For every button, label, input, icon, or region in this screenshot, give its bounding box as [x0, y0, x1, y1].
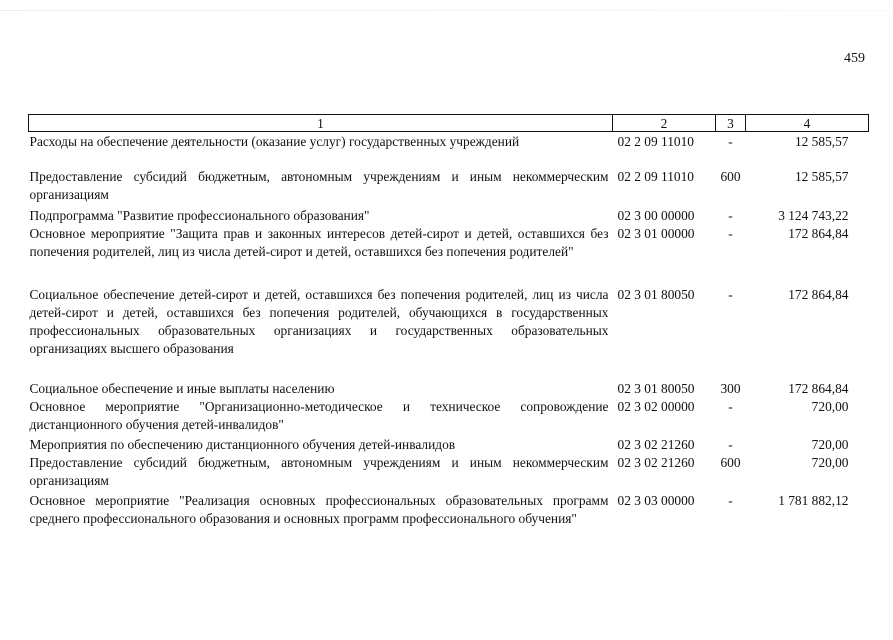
row-code: 02 3 03 00000	[617, 492, 695, 508]
row-amount: 12 585,57	[794, 168, 849, 184]
table-row	[29, 207, 869, 225]
header-col-4: 4	[746, 115, 869, 132]
row-code: 02 2 09 11010	[617, 134, 694, 149]
row-vr: 600	[720, 454, 741, 470]
header-col-3: 3	[716, 115, 746, 132]
table-header	[29, 115, 869, 132]
row-vr: -	[728, 398, 733, 414]
row-name: Предоставление субсидий бюджетным, автономным учреждениям и иным некоммерческим организациям	[29, 454, 609, 488]
table-row	[29, 398, 869, 436]
row-vr: -	[728, 492, 733, 508]
row-code: 02 2 09 11010	[617, 168, 694, 184]
row-vr: -	[728, 134, 733, 149]
table-row	[29, 225, 869, 284]
row-amount: 1 781 882,12	[778, 492, 849, 508]
row-name: Предоставление субсидий бюджетным, автономным учреждениям и иным некоммерческим организациям	[29, 168, 609, 202]
row-amount: 12 585,57	[794, 134, 849, 149]
budget-table	[28, 114, 869, 548]
row-code: 02 3 02 21260	[617, 454, 695, 470]
row-name: Расходы на обеспечение деятельности (оказание услуг) государственных учреждений	[29, 134, 520, 149]
row-name: Мероприятия по обеспечению дистанционного обучения детей-инвалидов	[29, 436, 456, 452]
scan-edge-line	[0, 10, 893, 11]
row-name: Социальное обеспечение детей-сирот и детей, оставшихся без попечения родителей, лиц из числа детей-сирот и детей, оставшихся без попечения родителей, обучающихся в государственных профессиональных образовательных организациях и государственных образовательных организациях высшего образования	[29, 286, 609, 356]
row-code: 02 3 02 00000	[617, 398, 695, 414]
row-vr: -	[728, 436, 733, 452]
row-code: 02 3 01 00000	[617, 225, 695, 241]
row-amount: 172 864,84	[788, 380, 849, 396]
row-code: 02 3 00 00000	[617, 207, 695, 223]
row-amount: 172 864,84	[788, 286, 849, 302]
page-number: 459	[844, 51, 865, 66]
table-row	[29, 380, 869, 398]
row-vr: -	[728, 286, 733, 302]
row-amount: 172 864,84	[788, 225, 849, 241]
row-vr: 300	[720, 380, 741, 396]
row-amount: 720,00	[811, 454, 849, 470]
row-code: 02 3 02 21260	[617, 436, 695, 452]
row-amount: 720,00	[811, 436, 849, 452]
row-name: Социальное обеспечение и иные выплаты населению	[29, 380, 335, 396]
header-col-1: 1	[29, 115, 613, 132]
row-vr: 600	[720, 168, 741, 184]
table-row	[29, 132, 869, 167]
row-name: Основное мероприятие "Реализация основных профессиональных образовательных программ среднего профессионального образования и основных программ профессионального обучения"	[29, 492, 609, 526]
header-col-2: 2	[613, 115, 716, 132]
row-name: Основное мероприятие "Организационно-методическое и техническое сопровождение дистанционного обучения детей-инвалидов"	[29, 398, 609, 432]
row-code: 02 3 01 80050	[617, 286, 695, 302]
table-row	[29, 284, 869, 380]
row-name: Подпрограмма "Развитие профессионального образования"	[29, 207, 370, 223]
row-vr: -	[728, 225, 733, 241]
table-row	[29, 167, 869, 207]
table-row	[29, 492, 869, 548]
row-code: 02 3 01 80050	[617, 380, 695, 396]
table-row	[29, 436, 869, 454]
table-row	[29, 454, 869, 492]
row-vr: -	[728, 207, 733, 223]
row-amount: 3 124 743,22	[778, 207, 849, 223]
row-name: Основное мероприятие "Защита прав и законных интересов детей-сирот и детей, оставшихся без попечения родителей, лиц из числа детей-сирот и детей, оставшихся без попечения родителей"	[29, 225, 609, 259]
row-amount: 720,00	[811, 398, 849, 414]
